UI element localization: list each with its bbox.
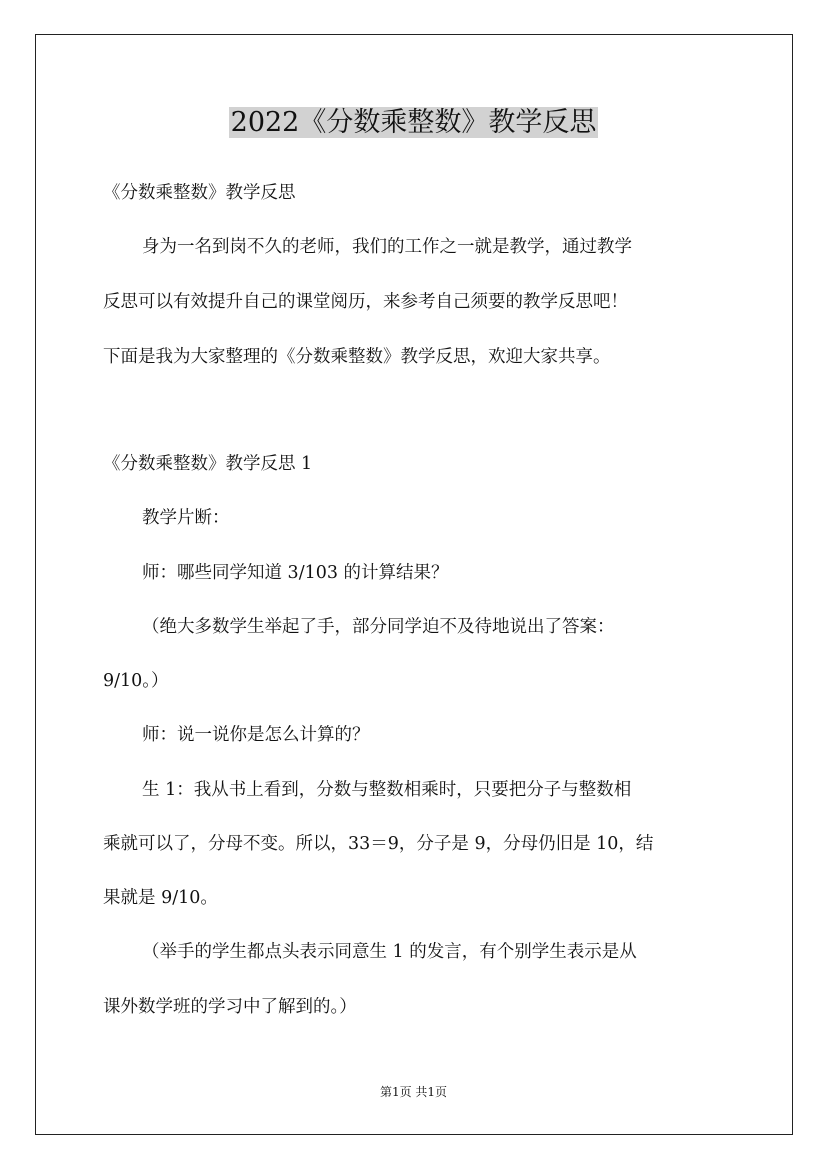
paragraph-line: 下面是我为大家整理的《分数乘整数》教学反思，欢迎大家共享。: [103, 347, 611, 367]
subtitle: 《分数乘整数》教学反思: [103, 183, 296, 203]
paragraph-line: 师：说一说你是怎么计算的？: [142, 725, 370, 745]
section-heading: 《分数乘整数》教学反思 1: [103, 454, 313, 474]
paragraph-line: 果就是 9/10。: [103, 888, 218, 908]
paragraph-line: 师：哪些同学知道 3/103 的计算结果？: [142, 563, 449, 583]
page-number-footer: 第1页 共1页: [379, 1085, 448, 1099]
paragraph-line: （举手的学生都点头表示同意生 1 的发言，有个别学生表示是从: [142, 942, 637, 962]
paragraph-line: 教学片断：: [142, 508, 230, 528]
paragraph-line: 课外数学班的学习中了解到的。）: [103, 997, 357, 1017]
paragraph-line: 反思可以有效提升自己的课堂阅历，来参考自己须要的教学反思吧！: [103, 292, 628, 312]
document-title: [0, 103, 827, 143]
paragraph-line: （绝大多数学生举起了手，部分同学迫不及待地说出了答案：: [142, 617, 615, 637]
paragraph-line: 乘就可以了，分母不变。所以，33＝9，分子是 9，分母仍旧是 10，结: [103, 834, 654, 854]
document-title-text: 2022《分数乘整数》教学反思: [230, 107, 597, 138]
paragraph-line: 生 1：我从书上看到，分数与整数相乘时，只要把分子与整数相: [142, 780, 632, 800]
paragraph-line: 身为一名到岗不久的老师，我们的工作之一就是教学，通过教学: [142, 237, 632, 257]
paragraph-line: 9/10。）: [103, 671, 169, 691]
